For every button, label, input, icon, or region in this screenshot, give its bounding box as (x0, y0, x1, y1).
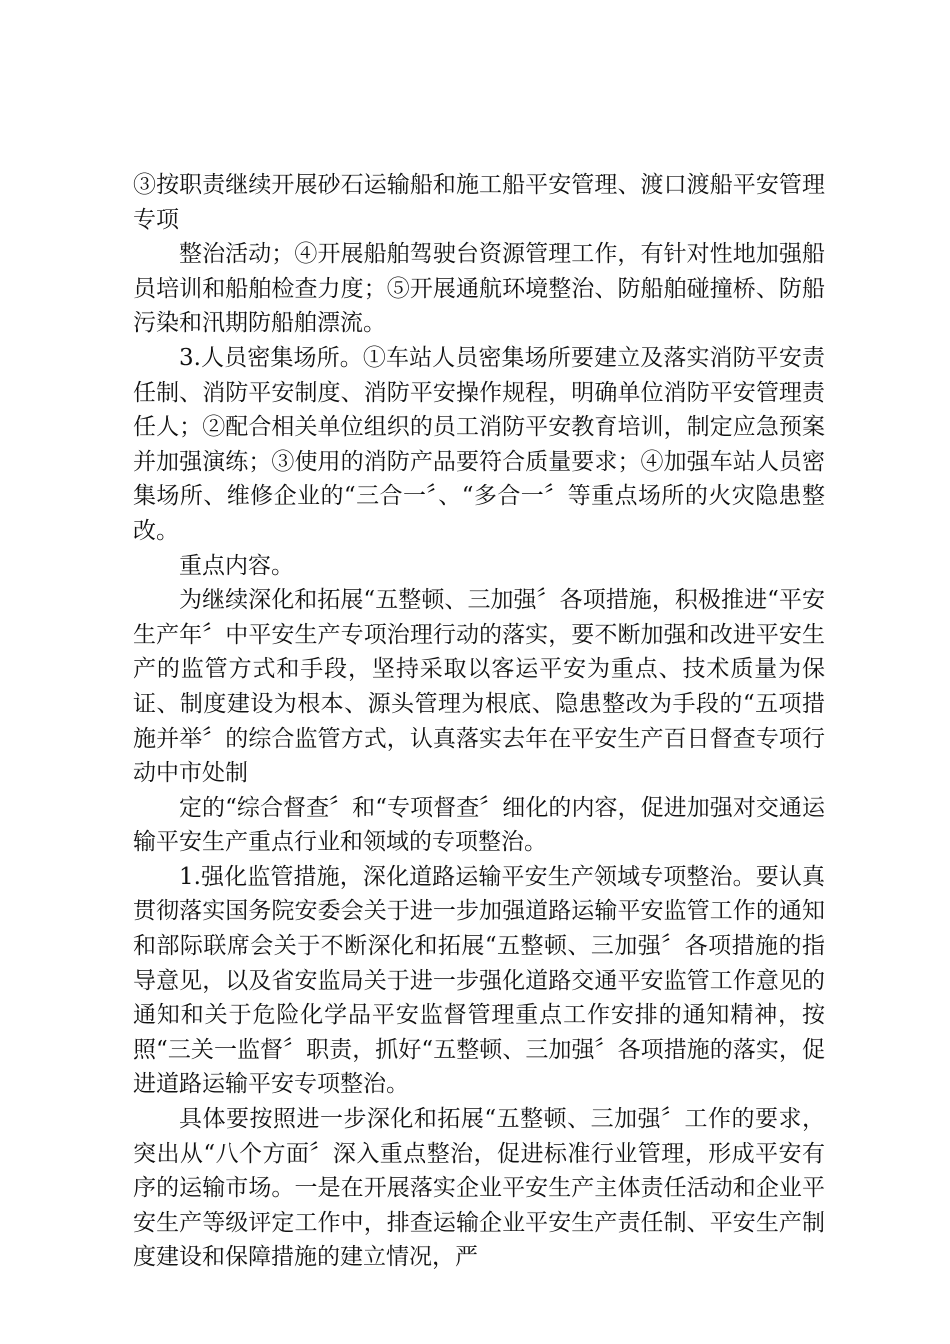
paragraph-5: 为继续深化和拓展“五整顿、三加强〞各项措施，积极推进“平安生产年〞中平安生产专项治理行动的落实，要不断加强和改进平安生产的监管方式和手段，坚持采取以客运平安为重点、技术质量为保证、制度建设为根本、源头管理为根底、隐患整改为手段的“五项措施并举〞的综合监管方式，认真落实去年在平安生产百日督查专项行动中市处制 (133, 587, 825, 787)
paragraph-7: 1.强化监管措施，深化道路运输平安生产领域专项整治。要认真贯彻落实国务院安委会关于进一步加强道路运输平安监管工作的通知和部际联席会关于不断深化和拓展“五整顿、三加强〞各项措施的指导意见，以及省安监局关于进一步强化道路交通平安监管工作意见的通知和关于危险化学品平安监督管理重点工作安排的通知精神，按照“三关一监督〞职责，抓好“五整顿、三加强〞各项措施的落实，促进道路运输平安专项整治。 (133, 863, 825, 1098)
paragraph-4: 重点内容。 (179, 552, 294, 579)
paragraph-6: 定的“综合督查〞和“专项督查〞细化的内容，促进加强对交通运输平安生产重点行业和领域的专项整治。 (133, 794, 825, 856)
document-body (133, 168, 825, 1275)
paragraph-8: 具体要按照进一步深化和拓展“五整顿、三加强〞工作的要求，突出从“八个方面〞深入重点整治，促进标准行业管理，形成平安有序的运输市场。一是在开展落实企业平安生产主体责任活动和企业平安生产等级评定工作中，排查运输企业平安生产责任制、平安生产制度建设和保障措施的建立情况，严 (133, 1106, 825, 1271)
paragraph-2: 整治活动；④开展船舶驾驶台资源管理工作，有针对性地加强船员培训和船舶检查力度；⑤开展通航环境整治、防船舶碰撞桥、防船污染和汛期防船舶漂流。 (133, 241, 825, 337)
paragraph-1: ③按职责继续开展砂石运输船和施工船平安管理、渡口渡船平安管理专项 (133, 172, 825, 233)
paragraph-3: 3.人员密集场所。①车站人员密集场所要建立及落实消防平安责任制、消防平安制度、消防平安操作规程，明确单位消防平安管理责任人；②配合相关单位组织的员工消防平安教育培训，制定应急预案并加强演练；③使用的消防产品要符合质量要求；④加强车站人员密集场所、维修企业的“三合一〞、“多合一〞等重点场所的火灾隐患整改。 (133, 344, 825, 544)
